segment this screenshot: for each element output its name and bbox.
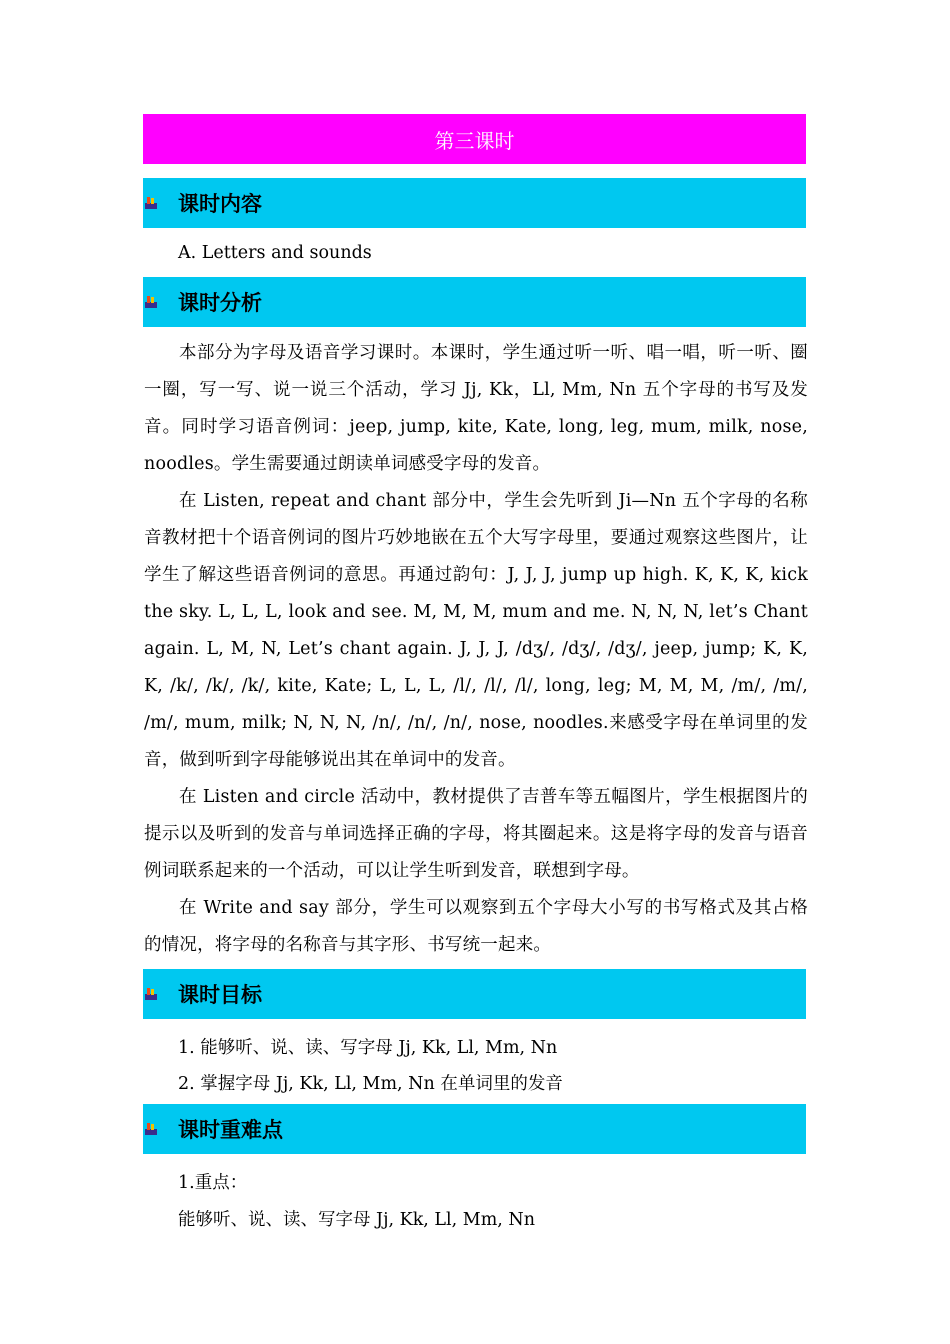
- section-heading: 课时重难点: [178, 1118, 283, 1142]
- book-bullet-icon: [145, 988, 157, 1000]
- book-bullet-icon: [145, 296, 157, 308]
- key-point-item: 1.重点：: [178, 1173, 248, 1193]
- section-header-goals: [143, 969, 806, 1019]
- key-point-item: 能够听、说、读、写字母 Jj, Kk, Ll, Mm, Nn: [178, 1210, 535, 1230]
- section-header-analysis: [143, 277, 806, 327]
- lesson-title-bar: [143, 114, 806, 164]
- goal-item: 2. 掌握字母 Jj, Kk, Ll, Mm, Nn 在单词里的发音: [178, 1074, 563, 1094]
- analysis-paragraph: 在 Listen and circle 活动中，教材提供了吉普车等五幅图片，学生根据图片的提示以及听到的发音与单词选择正确的字母，将其圈起来。这是将字母的发音与语音例词联系起来的一个活动，可以让学生听到发音，联想到字母。: [144, 787, 808, 881]
- analysis-paragraph: 在 Listen, repeat and chant 部分中，学生会先听到 Ji—Nn 五个字母的名称音教材把十个语音例词的图片巧妙地嵌在五个大写字母里，要通过观察这些图片，让学生了解这些语音例词的意思。再通过韵句：J, J, J, jump up high. K, K, K, kick the sky. L, L, L, look and see. M, M, M, mum and me. N, N, N, let’s Chant again. L, M, N, Let’s chant again. J, J, J, /dʒ/, /dʒ/, /dʒ/, jeep, jump; K, K, K, /k/, /k/, /k/, kite, Kate; L, L, L, /l/, /l/, /l/, long, leg; M, M, M, /m/, /m/, /m/, mum, milk; N, N, N, /n/, /n/, /n/, nose, noodles.来感受字母在单词里的发音，做到听到字母能够说出其在单词中的发音。: [144, 491, 808, 770]
- analysis-body: [144, 335, 808, 964]
- section-header-content: [143, 178, 806, 228]
- section-heading: 课时内容: [178, 192, 262, 216]
- section-header-key-points: [143, 1104, 806, 1154]
- analysis-paragraph: 在 Write and say 部分，学生可以观察到五个字母大小写的书写格式及其占格的情况，将字母的名称音与其字形、书写统一起来。: [144, 898, 808, 955]
- section-heading: 课时分析: [178, 291, 262, 315]
- section-heading: 课时目标: [178, 983, 262, 1007]
- analysis-paragraph: 本部分为字母及语音学习课时。本课时，学生通过听一听、唱一唱，听一听、圈一圈，写一写、说一说三个活动，学习 Jj, Kk，Ll, Mm, Nn 五个字母的书写及发音。同时学习语音例词：jeep, jump, kite, Kate, long, leg, mum, milk, nose, noodles。学生需要通过朗读单词感受字母的发音。: [144, 343, 808, 474]
- lesson-title: 第三课时: [434, 128, 515, 153]
- goal-item: 1. 能够听、说、读、写字母 Jj, Kk, Ll, Mm, Nn: [178, 1038, 558, 1058]
- content-item: A. Letters and sounds: [178, 243, 372, 263]
- book-bullet-icon: [145, 1123, 157, 1135]
- book-bullet-icon: [145, 197, 157, 209]
